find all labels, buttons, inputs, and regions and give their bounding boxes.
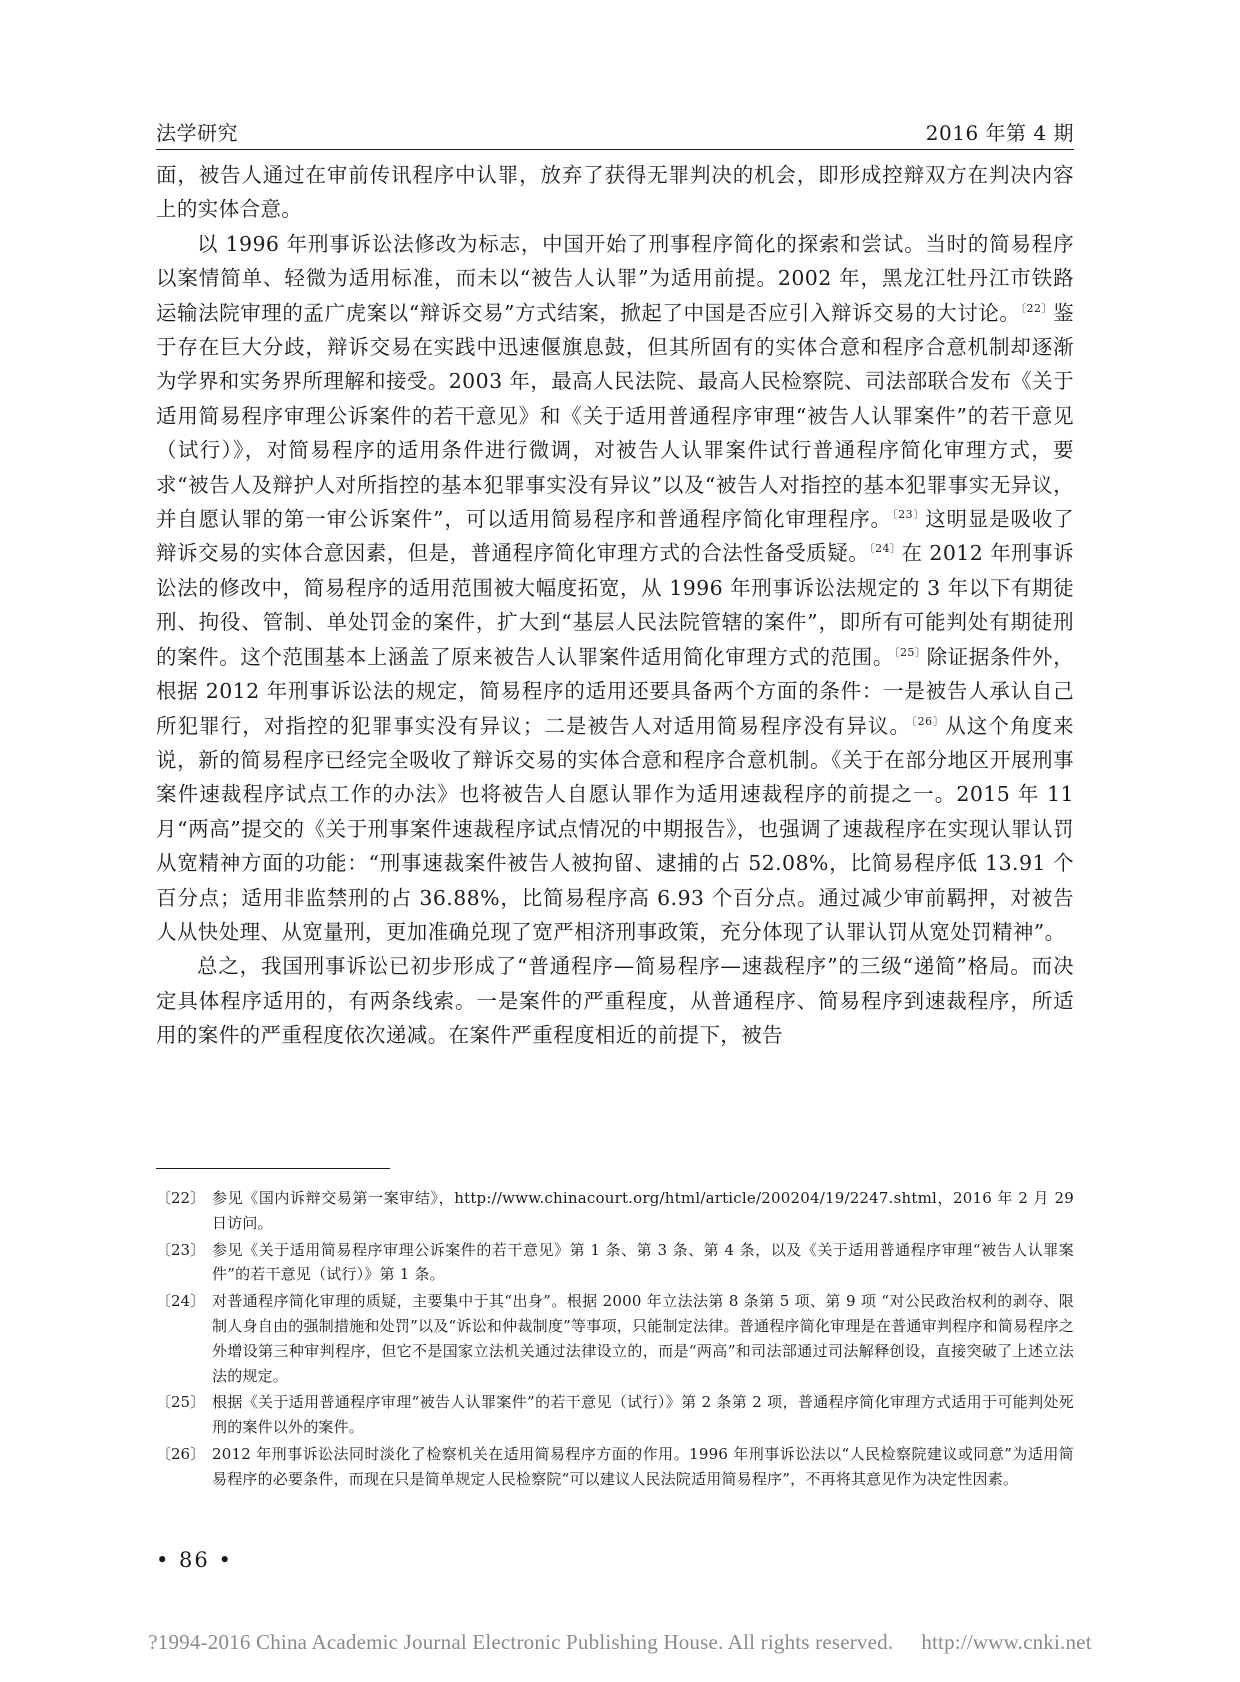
paragraph-3: 总之，我国刑事诉讼已初步形成了“普通程序—简易程序—速裁程序”的三级“递简”格局。而决定具体程序适用的，有两条线索。一是案件的严重程度，从普通程序、简易程序到速裁程序，所适用的案件的严重程度依次递减。在案件严重程度相近的前提下，被告 [156, 954, 1074, 1048]
footnote-ref-22[interactable]: 〔22〕 [1020, 301, 1054, 315]
footnote-separator [156, 1168, 390, 1169]
footnotes [156, 1186, 1074, 1494]
footnote-number: 〔22〕 [156, 1189, 206, 1207]
footnote-25 [156, 1390, 1074, 1440]
footnote-number: 〔25〕 [156, 1393, 206, 1412]
paragraph-2-part-b: 鉴于存在巨大分歧，辩诉交易在实践中迅速偃旗息鼓，但其所固有的实体合意和程序合意机制却逐渐为学界和实务界所理解和接受。2003 年，最高人民法院、最高人民检察院、司法部联合发布《关于适用简易程序审理公诉案件的若干意见》和《关于适用普通程序审理“被告人认罪案件”的若干意见（试行）》，对简易程序的适用条件进行微调，对被告人认罪案件试行普通程序简化审理方式，要求“被告人及辩护人对所指控的基本犯罪事实没有异议”以及“被告人对指控的基本犯罪事实无异议，并自愿认罪的第一审公诉案件”，可以适用简易程序和普通程序简化审理程序。 [156, 300, 1074, 532]
footnote-number: 〔26〕 [156, 1444, 206, 1463]
footnote-number: 〔24〕 [156, 1292, 206, 1311]
header-rule [156, 149, 1074, 150]
running-header [156, 102, 1074, 146]
footnote-text: 参见《国内诉辩交易第一案审结》，http://www.chinacourt.org/html/article/200204/19/2247.shtml，2016 年 2 月 29 日访问。 [212, 1189, 1074, 1232]
paragraph-2-part-a: 以 1996 年刑事诉讼法修改为标志，中国开始了刑事程序简化的探索和尝试。当时的简易程序以案情简单、轻微为适用标准，而未以“被告人认罪”为适用前提。2002 年，黑龙江牡丹江市铁路运输法院审理的孟广虎案以“辩诉交易”方式结案，掀起了中国是否应引入辩诉交易的大讨论。 [156, 231, 1074, 325]
footnote-text: 参见《关于适用简易程序审理公诉案件的若干意见》第 1 条、第 3 条、第 4 条，以及《关于适用普通程序审理“被告人认罪案件”的若干意见（试行）》第 1 条。 [212, 1240, 1074, 1284]
paragraph-2-part-d: 在 2012 年刑事诉讼法的修改中，简易程序的适用范围被大幅度拓宽，从 1996 年刑事诉讼法规定的 3 年以下有期徒刑、拘役、管制、单处罚金的案件，扩大到“基层人民法院管辖的案件”，即所有可能判处有期徒刑的案件。这个范围基本上涵盖了原来被告人认罪案件适用简化审理方式的范围。 [156, 541, 1074, 669]
page-number: • 86 • [156, 1548, 233, 1572]
footnote-ref-26[interactable]: 〔26〕 [911, 714, 946, 728]
copyright-text: ?1994-2016 China Academic Journal Electronic Publishing House. All rights reserved. [148, 1630, 894, 1654]
journal-title: 法学研究 [156, 121, 238, 145]
footnote-text: 对普通程序简化审理的质疑，主要集中于其“出身”。根据 2000 年立法法第 8 条第 5 项、第 9 项 “对公民政治权利的剥夺、限制人身自由的强制措施和处罚”以及“诉讼和仲裁制度”等事项，只能制定法律。普通程序简化审理是在普通审判程序和简易程序之外增设第三种审判程序，但它不是国家立法机关通过法律设立的，而是“两高”和司法部通过司法解释创设，直接突破了上述立法法的规定。 [212, 1292, 1074, 1385]
copyright-watermark [0, 1630, 1240, 1666]
footnote-26 [156, 1442, 1074, 1492]
footnote-24 [156, 1289, 1074, 1388]
footnote-text: 根据《关于适用普通程序审理“被告人认罪案件”的若干意见（试行）》第 2 条第 2 项，普通程序简化审理方式适用于可能判处死刑的案件以外的案件。 [212, 1393, 1074, 1437]
issue-label: 2016 年第 4 期 [925, 121, 1074, 145]
footnote-text: 2012 年刑事诉讼法同时淡化了检察机关在适用简易程序方面的作用。1996 年刑事诉讼法以“人民检察院建议或同意”为适用简易程序的必要条件，而现在只是简单规定人民检察院“可以建议人民法院适用简易程序”，不再将其意见作为决定性因素。 [212, 1444, 1074, 1488]
footnote-22 [156, 1186, 1074, 1236]
footnote-number: 〔23〕 [156, 1240, 206, 1259]
paragraph-2-part-c: 这明显是吸收了辩诉交易的实体合意因素，但是，普通程序简化审理方式的合法性备受质疑。 [156, 507, 1074, 566]
paragraph-2 [156, 227, 1074, 950]
cnki-url[interactable]: http://www.cnki.net [921, 1630, 1092, 1654]
footnote-ref-24[interactable]: 〔24〕 [869, 542, 902, 556]
footnote-ref-25[interactable]: 〔25〕 [893, 645, 927, 659]
footnote-ref-23[interactable]: 〔23〕 [891, 508, 926, 522]
paragraph-2-part-e: 除证据条件外，根据 2012 年刑事诉讼法的规定，简易程序的适用还要具备两个方面的条件：一是被告人承认自己所犯罪行，对指控的犯罪事实没有异议；二是被告人对适用简易程序没有异议。 [156, 644, 1074, 738]
footnote-23 [156, 1238, 1074, 1288]
paragraph-2-part-f: 从这个角度来说，新的简易程序已经完全吸收了辩诉交易的实体合意和程序合意机制。《关于在部分地区开展刑事案件速裁程序试点工作的办法》也将被告人自愿认罪作为适用速裁程序的前提之一。2015 年 11 月“两高”提交的《关于刑事案件速裁程序试点情况的中期报告》，也强调了速裁程序在实现认罪认罚从宽精神方面的功能：“刑事速裁案件被告人被拘留、逮捕的占 52.08%，比简易程序低 13.91 个百分点；适用非监禁刑的占 36.88%，比简易程序高 6.93 个百分点。通过减少审前羁押，对被告人从快处理、从宽量刑，更加准确兑现了宽严相济刑事政策，充分体现了认罪认罚从宽处罚精神”。 [156, 713, 1074, 944]
paragraph-1: 面，被告人通过在审前传讯程序中认罪，放弃了获得无罪判决的机会，即形成控辩双方在判决内容上的实体合意。 [156, 163, 1074, 222]
body-text [156, 158, 1074, 1053]
